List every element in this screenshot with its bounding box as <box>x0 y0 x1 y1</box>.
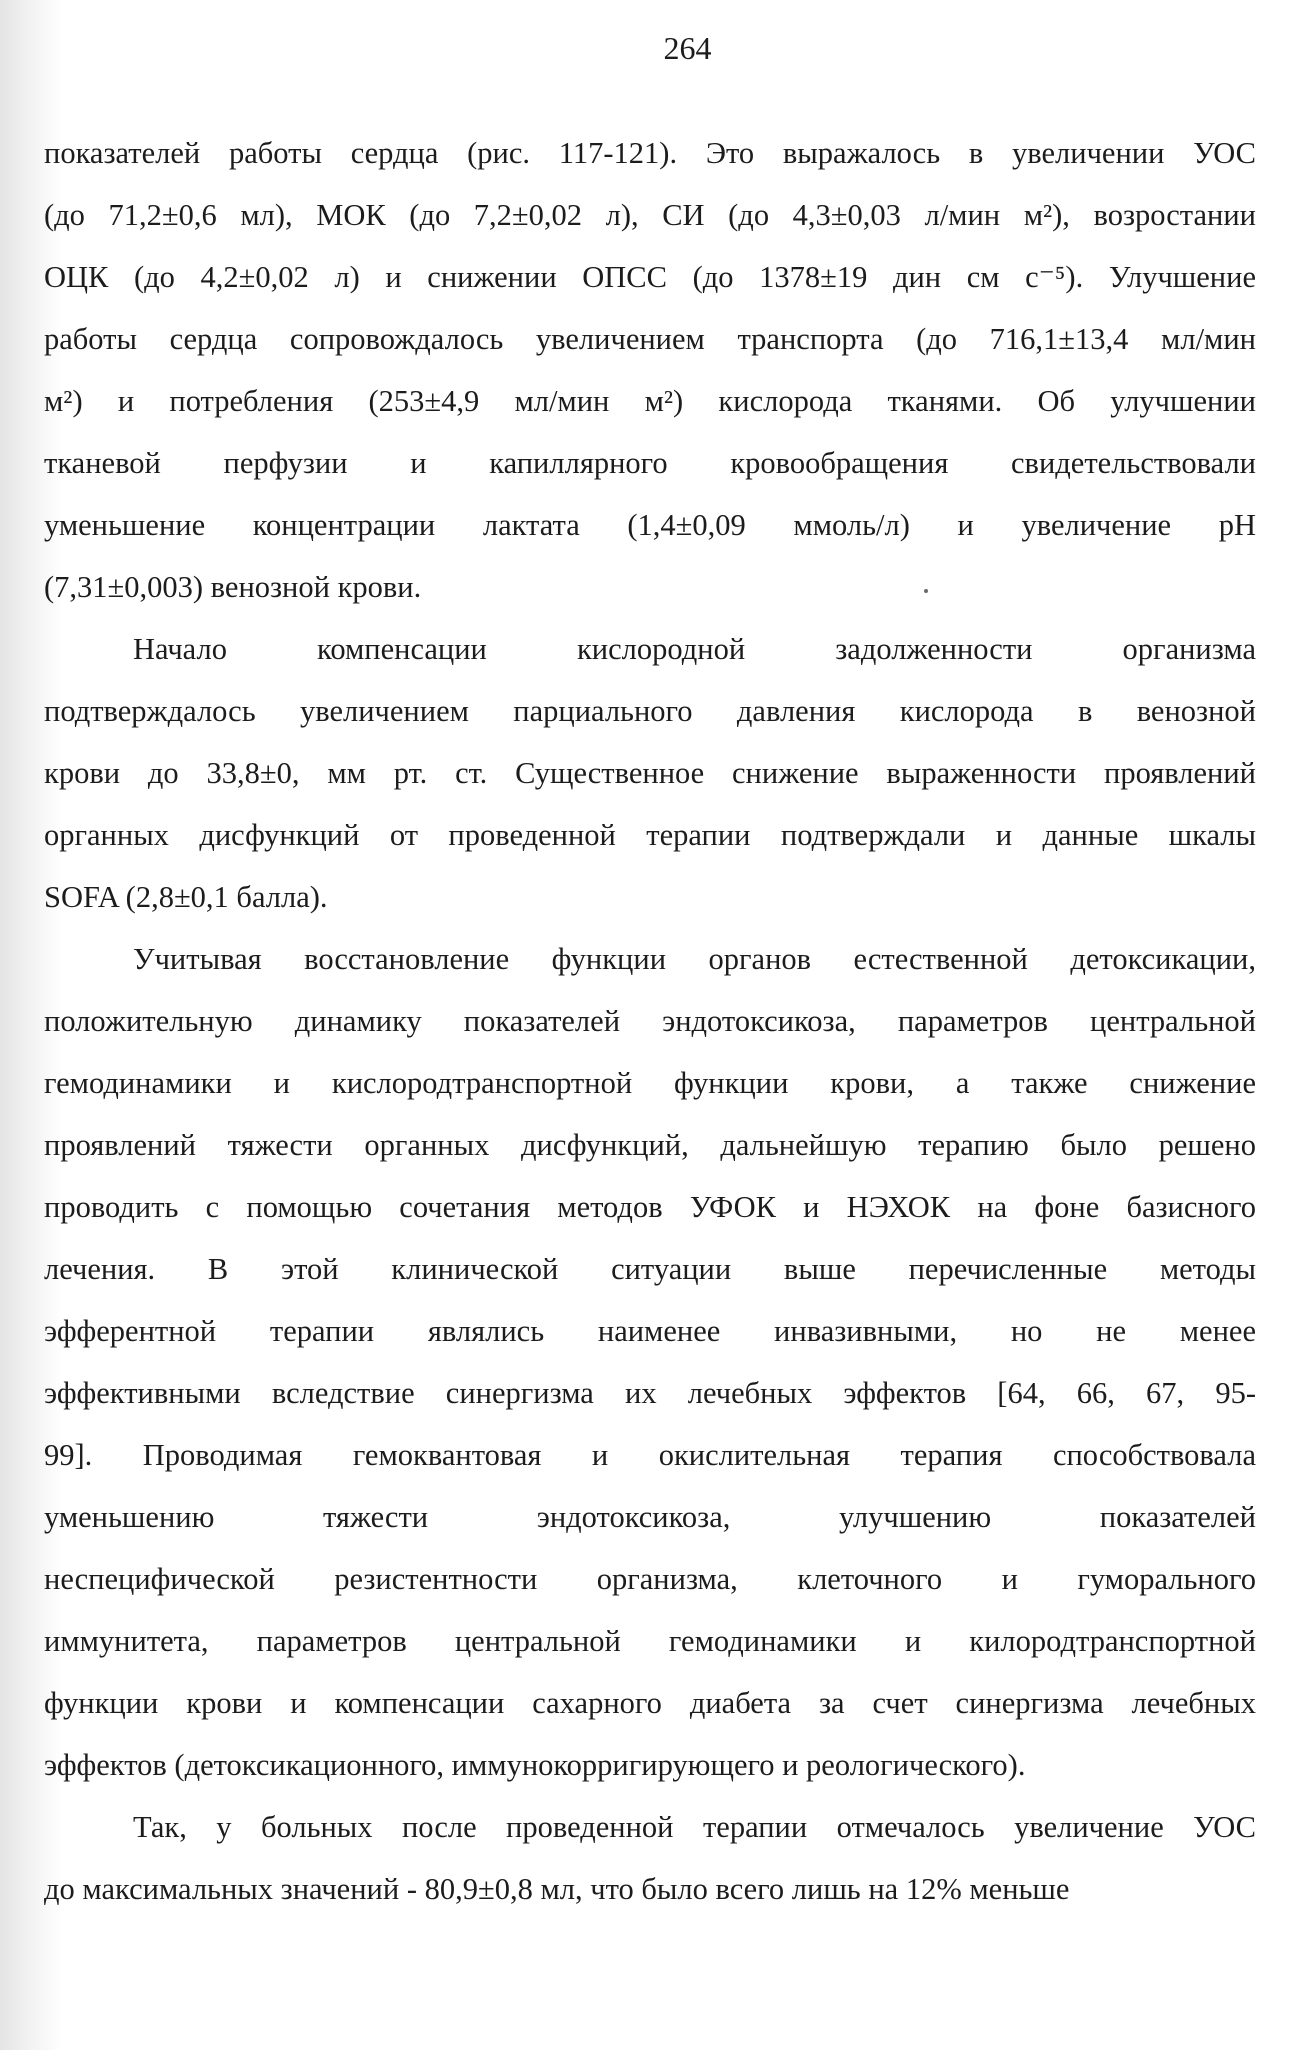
paragraph-1-line-8: (7,31±0,003) венозной крови. <box>44 570 422 604</box>
paragraph-4-line-2: до максимальных значений - 80,9±0,8 мл, что было всего лишь на 12% меньше <box>44 1872 1070 1906</box>
paragraph-3-line-6: лечения. В этой клинической ситуации выше перечисленные методы <box>44 1252 1256 1286</box>
paragraph-1-line-3: ОЦК (до 4,2±0,02 л) и снижении ОПСС (до 1378±19 дин см с⁻⁵). Улучшение <box>44 260 1256 294</box>
paragraph-4-line-1: Так, у больных после проведенной терапии отмечалось увеличение УОС <box>133 1810 1256 1844</box>
scan-speck <box>924 589 928 593</box>
paragraph-3-line-7: эфферентной терапии являлись наименее инвазивными, но не менее <box>44 1314 1256 1348</box>
paragraph-2-line-5: SOFA (2,8±0,1 балла). <box>44 880 328 914</box>
paragraph-2-line-4: органных дисфункций от проведенной терапии подтверждали и данные шкалы <box>44 818 1256 852</box>
paragraph-3-line-10: уменьшению тяжести эндотоксикоза, улучшению показателей <box>44 1500 1256 1534</box>
paragraph-3-line-13: функции крови и компенсации сахарного диабета за счет синергизма лечебных <box>44 1686 1256 1720</box>
paragraph-3-line-8: эффективными вследствие синергизма их лечебных эффектов [64, 66, 67, 95- <box>44 1376 1256 1410</box>
paragraph-3-line-4: проявлений тяжести органных дисфункций, дальнейшую терапию было решено <box>44 1128 1256 1162</box>
paragraph-3-line-11: неспецифической резистентности организма, клеточного и гуморального <box>44 1562 1256 1596</box>
paragraph-2-line-3: крови до 33,8±0, мм рт. ст. Существенное снижение выраженности проявлений <box>44 756 1256 790</box>
page-number: 264 <box>663 30 712 66</box>
paragraph-1-line-2: (до 71,2±0,6 мл), МОК (до 7,2±0,02 л), СИ (до 4,3±0,03 л/мин м²), возростании <box>44 198 1256 232</box>
paragraph-1-line-7: уменьшение концентрации лактата (1,4±0,09 ммоль/л) и увеличение рН <box>44 508 1256 542</box>
paragraph-3-line-1: Учитывая восстановление функции органов естественной детоксикации, <box>133 942 1256 976</box>
paragraph-1-line-6: тканевой перфузии и капиллярного кровообращения свидетельствовали <box>44 446 1256 480</box>
paragraph-2-line-1: Начало компенсации кислородной задолженности организма <box>133 632 1256 666</box>
paragraph-1-line-4: работы сердца сопровождалось увеличением транспорта (до 716,1±13,4 мл/мин <box>44 322 1256 356</box>
paragraph-3-line-14: эффектов (детоксикационного, иммунокорригирующего и реологического). <box>44 1748 1026 1782</box>
paragraph-2-line-2: подтверждалось увеличением парциального давления кислорода в венозной <box>44 694 1256 728</box>
paragraph-3-line-2: положительную динамику показателей эндотоксикоза, параметров центральной <box>44 1004 1256 1038</box>
page-body <box>44 122 1256 1920</box>
paragraph-3-line-9: 99]. Проводимая гемоквантовая и окислительная терапия способствовала <box>44 1438 1256 1472</box>
paragraph-1-line-1: показателей работы сердца (рис. 117-121). Это выражалось в увеличении УОС <box>44 136 1256 170</box>
paragraph-1-line-5: м²) и потребления (253±4,9 мл/мин м²) кислорода тканями. Об улучшении <box>44 384 1256 418</box>
paragraph-3-line-5: проводить с помощью сочетания методов УФОК и НЭХОК на фоне базисного <box>44 1190 1256 1224</box>
paragraph-3-line-12: иммунитета, параметров центральной гемодинамики и килородтранспортной <box>44 1624 1256 1658</box>
paragraph-3-line-3: гемодинамики и кислородтранспортной функции крови, а также снижение <box>44 1066 1256 1100</box>
